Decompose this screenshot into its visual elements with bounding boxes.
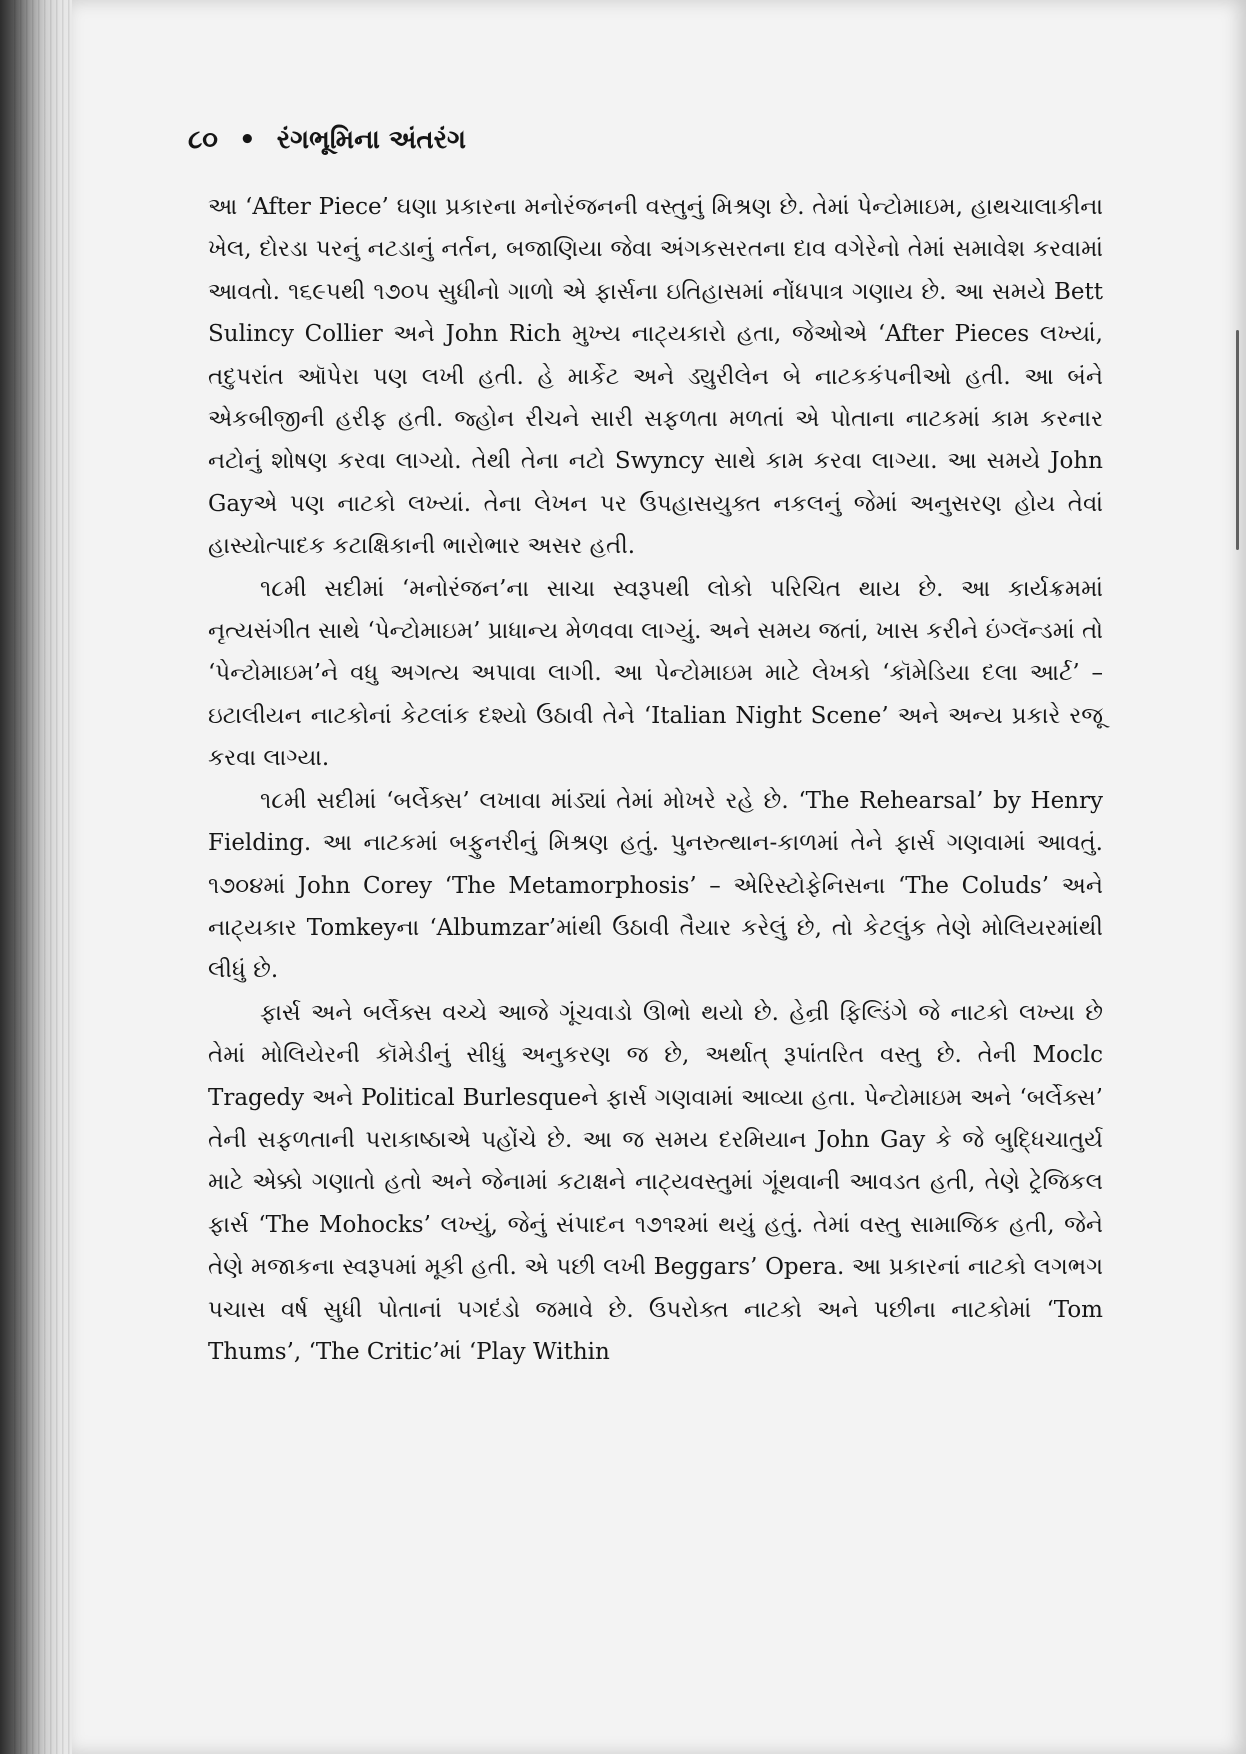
book-title: રંગભૂમિના અંતરંગ bbox=[276, 125, 467, 155]
page-body bbox=[208, 186, 1103, 1373]
page-edge-mark bbox=[1236, 330, 1239, 550]
page-number: ૮૦ bbox=[188, 125, 218, 155]
paragraph-3: ૧૮મી સદીમાં ‘બર્લેક્સ’ લખાવા માંડ્યાં તેમાં મોખરે રહે છે. ‘The Rehearsal’ by Henry Fielding. આ નાટકમાં બફુનરીનું મિશ્રણ હતું. પુનરુત્થાન-કાળમાં તેને ફાર્સ ગણવામાં આવતું. ૧૭૦૪માં John Corey ‘The Metamorphosis’ – એરિસ્ટોફેનિસના ‘The Coluds’ અને નાટ્યકાર Tomkeyના ‘Albumzar’માંથી ઉઠાવી તૈયાર કરેલું છે, તો કેટલુંક તેણે મોલિયરમાંથી લીધું છે. bbox=[208, 787, 1103, 984]
header-separator: • bbox=[239, 125, 256, 155]
paragraph-1: આ ‘After Piece’ ઘણા પ્રકારના મનોરંજનની વસ્તુનું મિશ્રણ છે. તેમાં પેન્ટોમાઇમ, હાથચાલાકીના ખેલ, દોરડા પરનું નટડાનું નર્તન, બજાણિયા જેવા અંગકસરતના દાવ વગેરેનો તેમાં સમાવેશ કરવામાં આવતો. ૧૬૯૫થી ૧૭૦૫ સુધીનો ગાળો એ ફાર્સના ઇતિહાસમાં નોંધપાત્ર ગણાય છે. આ સમયે Bett Sulincy Collier અને John Rich મુખ્ય નાટ્યકારો હતા, જેઓએ ‘After Pieces લખ્યાં, તદુપરાંત ઑપેરા પણ લખી હતી. હે માર્કેટ અને ડ્યુરીલેન બે નાટકકંપનીઓ હતી. આ બંને એકબીજીની હરીફ હતી. જ્હોન રીચને સારી સફળતા મળતાં એ પોતાના નાટકમાં કામ કરનાર નટોનું શોષણ કરવા લાગ્યો. તેથી તેના નટો Swyncy સાથે કામ કરવા લાગ્યા. આ સમયે John Gayએ પણ નાટકો લખ્યાં. તેના લેખન પર ઉપહાસયુક્ત નકલનું જેમાં અનુસરણ હોય તેવાં હાસ્યોત્પાદક કટાક્ષિકાની ભારોભાર અસર હતી. bbox=[208, 194, 1103, 560]
running-header bbox=[188, 118, 1108, 162]
paragraph-2: ૧૮મી સદીમાં ‘મનોરંજન’ના સાચા સ્વરૂપથી લોકો પરિચિત થાય છે. આ કાર્યક્રમમાં નૃત્યસંગીત સાથે ‘પેન્ટોમાઇમ’ પ્રાધાન્ય મેળવવા લાગ્યું. અને સમય જતાં, ખાસ કરીને ઇંગ્લૅન્ડમાં તો ‘પેન્ટોમાઇમ’ને વધુ અગત્ય અપાવા લાગી. આ પેન્ટોમાઇમ માટે લેખકો ‘કૉમેડિયા દલા આર્ટ’ – ઇટાલીયન નાટકોનાં કેટલાંક દશ્યો ઉઠાવી તેને ‘Italian Night Scene’ અને અન્ય પ્રકારે રજૂ કરવા લાગ્યા. bbox=[208, 575, 1103, 772]
paragraph-4: ફાર્સ અને બર્લેક્સ વચ્ચે આજે ગૂંચવાડો ઊભો થયો છે. હેન્રી ફિલ્ડિંગે જે નાટકો લખ્યા છે તેમાં મોલિયેરની કૉમેડીનું સીધું અનુકરણ જ છે, અર્થાત્ રૂપાંતરિત વસ્તુ છે. તેની Moclc Tragedy અને Political Burlesqueને ફાર્સ ગણવામાં આવ્યા હતા. પેન્ટોમાઇમ અને ‘બર્લેક્સ’ તેની સફળતાની પરાકાષ્ઠાએ પહોંચે છે. આ જ સમય દરમિયાન John Gay કે જે બુદ્ધિચાતુર્ય માટે એક્કો ગણાતો હતો અને જેનામાં કટાક્ષને નાટ્યવસ્તુમાં ગૂંથવાની આવડત હતી, તેણે ટ્રેજિકલ ફાર્સ ‘The Mohocks’ લખ્યું, જેનું સંપાદન ૧૭૧૨માં થયું હતું. તેમાં વસ્તુ સામાજિક હતી, જેને તેણે મજાકના સ્વરૂપમાં મૂકી હતી. એ પછી લખી Beggars’ Opera. આ પ્રકારનાં નાટકો લગભગ પચાસ વર્ષ સુધી પોતાનાં પગદંડો જમાવે છે. ઉપરોક્ત નાટકો અને પછીના નાટકોમાં ‘Tom Thums’, ‘The Critic’માં ‘Play Within bbox=[208, 999, 1103, 1365]
